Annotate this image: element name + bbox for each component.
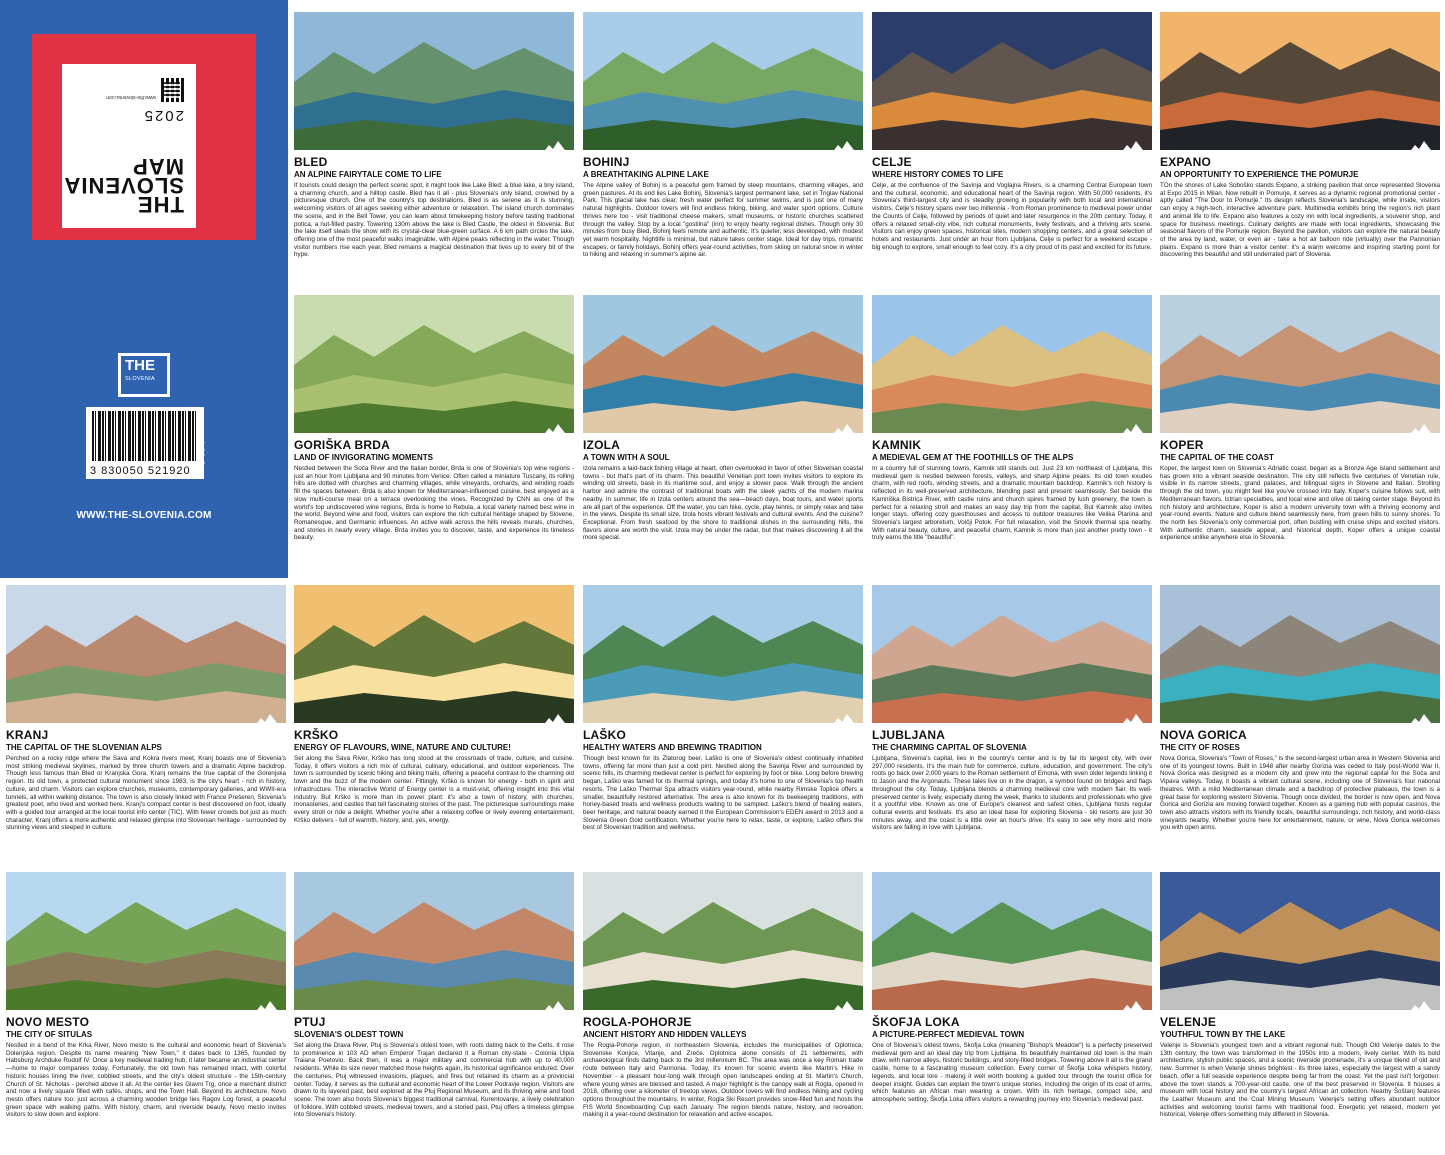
mountain-icon <box>254 713 280 727</box>
destination-subtitle: HEALTHY WATERS AND BREWING TRADITION <box>583 743 762 752</box>
destination-photo <box>872 872 1152 1010</box>
mountain-icon <box>1120 1000 1146 1014</box>
destination-name: CELJE <box>872 155 912 169</box>
the-slovenia-logo: THE SLOVENIA <box>118 353 170 397</box>
destination-name: PTUJ <box>294 1015 326 1029</box>
destination-name: LJUBLJANA <box>872 728 946 742</box>
cover-card-url: www.the-slovenia.com <box>106 94 156 100</box>
destination-name: NOVO MESTO <box>6 1015 90 1029</box>
destination-name: BOHINJ <box>583 155 630 169</box>
destination-card <box>294 12 574 297</box>
destination-subtitle: AN OPPORTUNITY TO EXPERIENCE THE POMURJE <box>1160 170 1359 179</box>
mountain-icon <box>1408 713 1434 727</box>
destination-card <box>872 12 1152 297</box>
destination-subtitle: THE CITY OF ROSES <box>1160 743 1240 752</box>
destination-description: If tourists could design the perfect scenic spot, it might look like Lake Bled: a blue lake, a tiny island, a charming church, and a hilltop castle. Bled has it all - plus Slovenia's only island, crowned by a picturesque church. One of the country's top destinations, Bled is as serene as it is stunning, welcoming visitors of all ages seeking either adventure or relaxation. The island church dominates the scene, and in the Bell Tower, you can learn about timekeeping history before tasting traditional potica, a nut-filled pastry. Towering 130m above the lake is Bled Castle, the oldest in Slovenia. But the lake itself steals the show with its crystal-clear blue-green surface. A 6 km path circles the lake, offering one of the most peaceful walks imaginable, with Alpine peaks reflecting in the water. Though visitor numbers rise each year, Bled remains a magical destination that lives up to every bit of the hype. <box>294 182 574 259</box>
barcode <box>86 407 204 479</box>
destination-photo <box>1160 872 1440 1010</box>
cover-red-frame <box>32 34 256 240</box>
destination-card <box>872 585 1152 870</box>
destination-description: One of Slovenia's oldest towns, Škofja Loka (meaning "Bishop's Meadow") is a perfectly preserved medieval gem and an ideal day trip from Ljubljana. Its beautifully maintained old town is the main draw, with narrow alleys, historic buildings, and story-filled bridges. Towering above it all is the grand castle, home to a fascinating museum collection. Every corner of Škofja Loka whispers history, legends, and local lore - making it well worth booking a guided tour through the tourist office for deeper insight. Guides can explain the town's unique stories, including the origin of its coat of arms, which features an African man wearing a crown. With its rich heritage, compact size, and atmospheric setting, Škofja Loka offers visitors a rewarding journey into Slovenia's medieval past. <box>872 1042 1152 1103</box>
destination-card <box>583 585 863 870</box>
destination-description: Nestled in a bend of the Krka River, Novo mesto is the cultural and economic heart of Slovenia's Dolenjska region. Despite its name meaning "New Town," it dates back to 1365, founded by Habsburg Archduke Rudolf IV. Once a key medieval trading hub, it later became an industrial center—home to major companies today. Fortunately, the old town has remained intact, with colorful historic houses lining the river, cobbled streets, and the city's oldest structure - the 15th-century Church of St. Nicholas - perched above it all. At the center lies Glavni Trg, once a merchant district and now a lively square filled with cafés, shops, and the Town Hall. Beyond its architecture, Novo mesto offers nature too: just across a charming wooden bridge lies Ragov Log forest, a peaceful green space with walking paths. With history, charm, and riverside beauty, Novo mesto invites visitors to slow down and explore. <box>6 1042 286 1119</box>
destination-description: Perched on a rocky ridge where the Sava and Kokra rivers meet, Kranj boasts one of Slovenia's most striking medieval skylines, marked by three church towers and a dramatic Alpine backdrop. Though less famous than Bled or Kranjska Gora, Kranj remains the true capital of the Gorenjska region. Its old town, a protected cultural monument since 1983, is the city's heart - rich in history, culture, and charm. Visitors can explore churches, museums, contemporary galleries, and WWII-era tunnels, all within walking distance. The town is also closely linked with France Prešeren, Slovenia's greatest poet, who lived and worked here. Kranj's compact center is best discovered on foot, ideally with a guided tour arranged at the local tourist info center (TIC). With fewer crowds but just as much character, Kranj offers a more authentic and relaxed glimpse into Slovenian heritage - surrounded by stunning views and steeped in culture. <box>6 755 286 832</box>
destination-subtitle: YOUTHFUL TOWN BY THE LAKE <box>1160 1030 1286 1039</box>
destination-description: Set along the Sava River, Krško has long stood at the crossroads of trade, culture, and cuisine. Today, it offers visitors a rich mix of cultural, culinary, educational, and outdoor experiences. The town is surrounded by scenic hiking and biking trails, offering a peaceful contrast to the charming old town and the buzz of the modern center. Fittingly, Krško is known for energy - both in spirit and infrastructure. The interactive World of Energy center is a must-visit, offering insight into this vital industry. But Krško is more than its power plant: it's also a town of history, with churches, monasteries, and castles that tell fascinating stories of the past. The picturesque surroundings make every stroll or ride a delight. Whether you're after a relaxing coffee or lively evening entertainment, Krško delivers - full of warmth, history, and, yes, energy. <box>294 755 574 824</box>
mountain-icon <box>542 1000 568 1014</box>
destination-subtitle: LAND OF INVIGORATING MOMENTS <box>294 453 433 462</box>
destination-subtitle: AN ALPINE FAIRYTALE COME TO LIFE <box>294 170 442 179</box>
destination-card <box>1160 12 1440 297</box>
destination-description: Though best known for its Zlatorog beer, Laško is one of Slovenia's oldest continually inhabited towns, offering far more than just a cold pint. Nestled along the Savinja River and surrounded by scenic hills, its charming medieval center is perfect for exploring by foot or bike. Long before brewing began, Laško was famed for its thermal springs, and today it's home to one of Slovenia's top health resorts. The Laško Thermal Spa attracts visitors year-round, while nearby Rimske Toplice offers a smaller, beautifully restored alternative. The area is also known for its beekeeping traditions, with honey-based treats and wellness products waiting to be sampled. Laško's blend of healing waters, beer heritage, and natural beauty earned it the European Commission's EDEN award in 2013 and a Slovenia Green Gold certification. Whether you're here to relax, taste, or explore, Laško offers the best of Slovenian tradition and wellness. <box>583 755 863 832</box>
destination-name: VELENJE <box>1160 1015 1217 1029</box>
cover-title-card <box>62 64 196 228</box>
destination-subtitle: A PICTURE-PERFECT MEDIEVAL TOWN <box>872 1030 1025 1039</box>
destination-card <box>294 295 574 580</box>
mountain-icon <box>542 713 568 727</box>
destination-name: GORIŠKA BRDA <box>294 438 390 452</box>
destination-photo <box>294 12 574 150</box>
map-cover-panel <box>0 0 288 578</box>
destination-photo <box>294 585 574 723</box>
destination-description: In a country full of stunning towns, Kamnik still stands out. Just 23 km northeast of Ljubljana, this medieval gem is nestled between forests, valleys, and sharp Alpine peaks. Its old town exudes charm, with red roofs, winding streets, and a dramatic mountain backdrop. Kamnik's rich history is reflected in its well-preserved architecture, blending past and present seamlessly. Set beside the Kamniška Bistrica River, with castle ruins and church spires framed by lush greenery, the town is perfect for a relaxing stroll and makes an easy day trip from the capital. But Kamnik also invites longer stays, offering cozy guesthouses and access to outdoor treasures like Velika Planina and Slovenia's largest arboretum, Volčji Potok. For full relaxation, visit the Snovik thermal spa nearby. With natural beauty, culture, and peaceful charm, Kamnik is more than just another pretty town - it truly earns the title "beautiful". <box>872 465 1152 542</box>
destination-subtitle: SLOVENIA'S OLDEST TOWN <box>294 1030 404 1039</box>
destination-name: IZOLA <box>583 438 620 452</box>
website-url[interactable]: WWW.THE-SLOVENIA.COM <box>76 510 212 521</box>
mountain-icon <box>831 423 857 437</box>
mountain-icon <box>1120 713 1146 727</box>
destination-photo <box>1160 12 1440 150</box>
destination-description: Velenje is Slovenia's youngest town and a vibrant regional hub. Though Old Velenje dates to the 13th century, the town was transformed in the 1950s into a modern, lively center. With its bold architecture, stylish public spaces, and a scenic riverside promenade, it's a unique blend of old and new. Summer is when Velenje shines brightest - its three lakes, especially the largest with a sandy beach, offer a full seaside experience despite being far from the coast. Yet the past isn't forgotten: above the town stands a 700-year-old castle, one of the best preserved in Slovenia. It houses a museum with local history and the country's largest African art collection. Nearby Šoštanj features the Leather Museum and the Coal Mining Museum. Velenje's setting offers abundant outdoor activities and welcoming tourist farms with traditional food. Energetic yet relaxed, modern yet historical, Velenje offers something truly different in Slovenia. <box>1160 1042 1440 1119</box>
destination-photo <box>583 295 863 433</box>
destination-subtitle: A TOWN WITH A SOUL <box>583 453 670 462</box>
destination-photo <box>583 12 863 150</box>
destination-description: Nestled between the Soča River and the Italian border, Brda is one of Slovenia's top wine regions - just an hour from Ljubljana and 90 minutes from Venice. Often called a miniature Tuscany, its rolling hills are dotted with churches and charming villages, while vineyards, orchards, and winding roads fill the spaces between. Brda is also known for Mediterranean-influenced cuisine, best enjoyed as a slow multi-course meal on a terrace overlooking the vines. Recognized by CNN as one of the world's top undiscovered wine regions, Brda is home to Rebula, a local variety named best wine in the world. Beyond wine and food, visitors can explore the rich cultural heritage shaped by Slovene, Romanesque, and Germanic influences. An active walk across the hills reveals murals, churches, and stories in nearly every village. Brda invites you to discover, taste, and experience its timeless beauty. <box>294 465 574 542</box>
destination-photo <box>583 872 863 1010</box>
destination-name: KRŠKO <box>294 728 339 742</box>
mountain-icon <box>1120 423 1146 437</box>
destination-card <box>6 872 286 1155</box>
destination-photo <box>872 295 1152 433</box>
destination-photo <box>6 585 286 723</box>
destination-card <box>1160 872 1440 1155</box>
mountain-icon <box>831 713 857 727</box>
destination-description: Nova Gorica, Slovenia's "Town of Roses," is the second-largest urban area in Western Slovenia and one of its youngest towns. Built in 1948 after nearby Gorizia was ceded to Italy post-World War II, Nova Gorica was designed as a modern city and grew into the regional capital for the Soča and Vipava valleys. Today, it boasts a vibrant cultural scene, including one of Slovenia's four national theatres. With a mild Mediterranean climate and a backdrop of protective plateaus, the town is a great base for exploring western Slovenia. Though once divided, the border is now open, and Nova Gorica and Gorizia are moving forward together. Known as a gaming hub with popular casinos, the town also attracts visitors with its friendly locals, beautiful surroundings, rich history, and world-class vineyards nearby. Whether you're here for entertainment, nature, or wine, Nova Gorica welcomes you with open arms. <box>1160 755 1440 832</box>
destination-photo <box>872 585 1152 723</box>
mountain-icon <box>1408 1000 1434 1014</box>
destination-name: ROGLA-POHORJE <box>583 1015 692 1029</box>
mountain-icon <box>542 423 568 437</box>
barcode-lines-icon <box>92 411 198 461</box>
destination-description: The Alpine valley of Bohinj is a peaceful gem framed by steep mountains, charming villages, and green pastures. At its end lies Lake Bohinj, Slovenia's largest permanent lake, set in Triglav National Park. This glacial lake has clear, fresh water perfect for summer swims, and is just one of many natural highlights. Outdoor lovers will find endless hiking, biking, and water sport options. Culture thrives here too - visit traditional cheese makers, small museums, or historic churches scattered through the valley. Stop by a local "gostilna" (inn) to enjoy hearty regional dishes. Though only 30 minutes from busy Bled, Bohinj feels remote and authentic. It's quieter, less developed, with modest yet warm hospitality. Nightlife is minimal, but nature takes center stage. Ideal for day trips, romantic escapes, or family holidays, Bohinj offers year-round activities, from skiing on natural snow in winter to hiking and relaxing in summer's alpine air. <box>583 182 863 259</box>
destination-subtitle: A BREATHTAKING ALPINE LAKE <box>583 170 709 179</box>
destination-description: Set along the Drava River, Ptuj is Slovenia's oldest town, with roots dating back to the Celts. It rose to prominence in 103 AD when Emperor Trajan declared it a Roman city-state - Colonia Ulpia Traiana Poetovio. Back then, it was a major military and commercial hub with up to 40,000 residents. While its size never matched those heights again, its historical significance endured. Over the centuries, Ptuj witnessed invasions, plagues, and fires but retained its charm as a provincial center. Today, it serves as the cultural and economic heart of the Lower Podravje region. Visitors are drawn to its layered past, best explored at the Ptuj Regional Museum, and its thriving wine and food scene. The town also hosts Slovenia's biggest traditional carnival, Kurentovanje, a lively celebration of folklore. With cobbled streets, medieval towers, and a storied past, Ptuj offers a timeless glimpse into Slovenia's history. <box>294 1042 574 1119</box>
cover-year: 2025 <box>142 107 184 124</box>
destination-card <box>872 872 1152 1155</box>
destination-card <box>583 12 863 297</box>
destination-name: KOPER <box>1160 438 1204 452</box>
destination-subtitle: THE CHARMING CAPITAL OF SLOVENIA <box>872 743 1027 752</box>
destination-photo <box>294 295 574 433</box>
destination-subtitle: THE CITY OF SITULAS <box>6 1030 93 1039</box>
destination-name: LAŠKO <box>583 728 626 742</box>
destination-subtitle: WHERE HISTORY COMES TO LIFE <box>872 170 1004 179</box>
destination-name: BLED <box>294 155 328 169</box>
price-label: 1,99 € <box>196 440 206 466</box>
destination-name: KRANJ <box>6 728 49 742</box>
destination-description: TOn the shores of Lake Soboško stands Expano, a striking pavilion that once represented Slovenia at Expo 2015 in Milan. Now rebuilt in Pomurje, it serves as a dynamic regional promotional center - aptly called "The Door to Pomurje." Its design reflects Slovenia's landscape, while inside, visitors can enjoy a high-tech, interactive adventure park. Multimedia exhibits bring the region's rich plant and animal life to life. Expano also features a cozy inn with local ingredients, a souvenir shop, and space for business meetings. Culinary delights are made with local ingredients, showcasing the seasonal flavors of the Pomurje region. Beyond the pavilion, visitors can explore the natural beauty of the area by land, water, or even air - take a hot air balloon ride (virtually) over the Pannonian plains. Expano is more than a visitor center: it's a warm welcome and inspiring starting point for discovering this beautiful and still underrated part of Slovenia. <box>1160 182 1440 259</box>
destination-description: Izola remains a laid-back fishing village at heart, often overlooked in favor of other Slovenian coastal towns - but that's part of its charm. This beautiful Venetian port town invites visitors to explore its winding old streets, bask in its maritime soul, and enjoy a slower pace. Walk through the ancient harbor and admire the contrast of traditional boats with the sleek yachts of the modern marina nearby. In summer, life in Izola centers around the sea—beach days, boat tours, and water sports are all part of the experience. Off the water, you can hike, cycle, play tennis, or simply relax and take in the views. Despite its small size, Izola hosts vibrant festivals and cultural events. And the cuisine? Exceptional. From fresh seafood by the shore to traditional dishes in the surrounding hills, the flavors alone are worth the visit. Izola may be under the radar, but that makes discovering it all the more special. <box>583 465 863 542</box>
destination-subtitle: ENERGY OF FLAVOURS, WINE, NATURE AND CULTURE! <box>294 743 511 752</box>
destination-photo <box>1160 585 1440 723</box>
mountain-icon <box>831 1000 857 1014</box>
destination-description: Koper, the largest town on Slovenia's Adriatic coast, began as a Bronze Age island settlement and has grown into a vibrant seaside destination. The city still reflects five centuries of Venetian rule, visible in its narrow streets, grand palaces, and bilingual signs in Slovene and Italian. Strolling through the old town, you might feel like you've crossed into Italy. Koper's cuisine follows suit, with Mediterranean flavors, Istrian specialties, and local wine and olive oil taking center stage. Beyond its rich history and architecture, Koper is also a modern university town with a thriving economy and year-round events. Nature and culture blend seamlessly here, from green hills to sunny shores. To the north lies Slovenia's only commercial port, often bustling with cruise ships and excited visitors. With authentic charm, seaside appeal, and historical depth, Koper offers a unique coastal experience unlike anywhere else in Slovenia. <box>1160 465 1440 542</box>
mountain-icon <box>1408 140 1434 154</box>
cover-title: THE SLOVENIA MAP <box>63 154 184 217</box>
destination-description: Ljubljana, Slovenia's capital, lies in the country's center and is by far its largest city, with over 297,000 residents. It's the main hub for commerce, culture, education, and government. The city's roots go back over 2,000 years to the Roman settlement of Emona, with even older legends linking it to Jason and the Argonauts. These tales live on in the dragon, a symbol found on bridges and flags throughout the city. Today, Ljubljana blends a charming medieval core with modern flair. Its well-preserved center is lively, especially during the week, thanks to students and professionals who give it a youthful vibe. Known as one of Europe's cleanest and safest cities, Ljubljana hosts regular cultural events and festivals. It's also an ideal base for exploring Slovenia - ski resorts are just 30 minutes away, and the coast is a little over an hour's drive. It's easy to see why more and more visitors are falling in love with Ljubljana. <box>872 755 1152 832</box>
destination-card <box>1160 585 1440 870</box>
destination-card <box>872 295 1152 580</box>
destination-description: The Rogla-Pohorje region, in northeastern Slovenia, includes the municipalities of Oplotnica, Slovenske Konjice, Vitanje, and Zreče. Oplotnica alone consists of 21 settlements, with archaeological finds dating back to the 3rd millennium BC. The area was once a key Roman trade route between Italy and Pannonia. Today, it's known for scenic events like Martin's Hike in November - a pleasant hour-long walk through open landscapes ending at St. Martin's Church, where young wines are blessed and tasted. A major highlight is the canopy walk at Rogla, opened in 2018, offering over a kilometer of treetop views. Outdoor lovers will find endless hiking and cycling options throughout the mountains. In winter, Rogla Ski Resort provides snow-filled fun and hosts the FIS World Snowboarding Cup each January. The region blends nature, history, and recreation, making it a year-round destination for relaxation and active escapes. <box>583 1042 863 1119</box>
mountain-icon <box>1120 140 1146 154</box>
destination-photo <box>1160 295 1440 433</box>
destination-card <box>294 872 574 1155</box>
destination-name: EXPANO <box>1160 155 1211 169</box>
destination-name: NOVA GORICA <box>1160 728 1247 742</box>
destination-photo <box>294 872 574 1010</box>
destination-description: Celje, at the confluence of the Savinja and Voglajna Rivers, is a charming Central European town and the cultural, economic, and educational heart of the Savinja region. With 50,000 residents, it's Slovenia's third-largest city and is steadily growing in popularity with both local and international visitors. Celje's history spans over two millennia - from Roman prominence to medieval power under the Counts of Celje, followed by periods of quiet and later resurgence in the 20th century. Today, it offers a relaxed small-city vibe, rich cultural monuments, lively festivals, and a thriving arts scene. Visitors can enjoy green spaces, historical sites, modern shopping centers, and a great selection of hotels and restaurants. Just under an hour from Ljubljana, Celje is perfect for a weekend escape - big enough to explore, small enough to feel cozy. It's a city proud of its past and excited for its future. <box>872 182 1152 251</box>
destination-photo <box>583 585 863 723</box>
barcode-number: 3 830050 521920 <box>90 465 191 477</box>
destination-card <box>1160 295 1440 580</box>
destination-card <box>6 585 286 870</box>
destination-subtitle: ANCIENT HISTORY AND HIDDEN VALLEYS <box>583 1030 747 1039</box>
mountain-icon <box>831 140 857 154</box>
mountain-icon <box>1408 423 1434 437</box>
mountain-icon <box>542 140 568 154</box>
destination-subtitle: A MEDIEVAL GEM AT THE FOOTHILLS OF THE ALPS <box>872 453 1074 462</box>
destination-subtitle: THE CAPITAL OF THE SLOVENIAN ALPS <box>6 743 162 752</box>
destination-photo <box>872 12 1152 150</box>
destination-name: KAMNIK <box>872 438 922 452</box>
destination-card <box>583 872 863 1155</box>
mountain-icon <box>254 1000 280 1014</box>
destination-name: ŠKOFJA LOKA <box>872 1015 960 1029</box>
qr-code-icon <box>160 78 184 102</box>
destination-card <box>294 585 574 870</box>
destination-photo <box>6 872 286 1010</box>
destination-card <box>583 295 863 580</box>
destination-subtitle: THE CAPITAL OF THE COAST <box>1160 453 1274 462</box>
